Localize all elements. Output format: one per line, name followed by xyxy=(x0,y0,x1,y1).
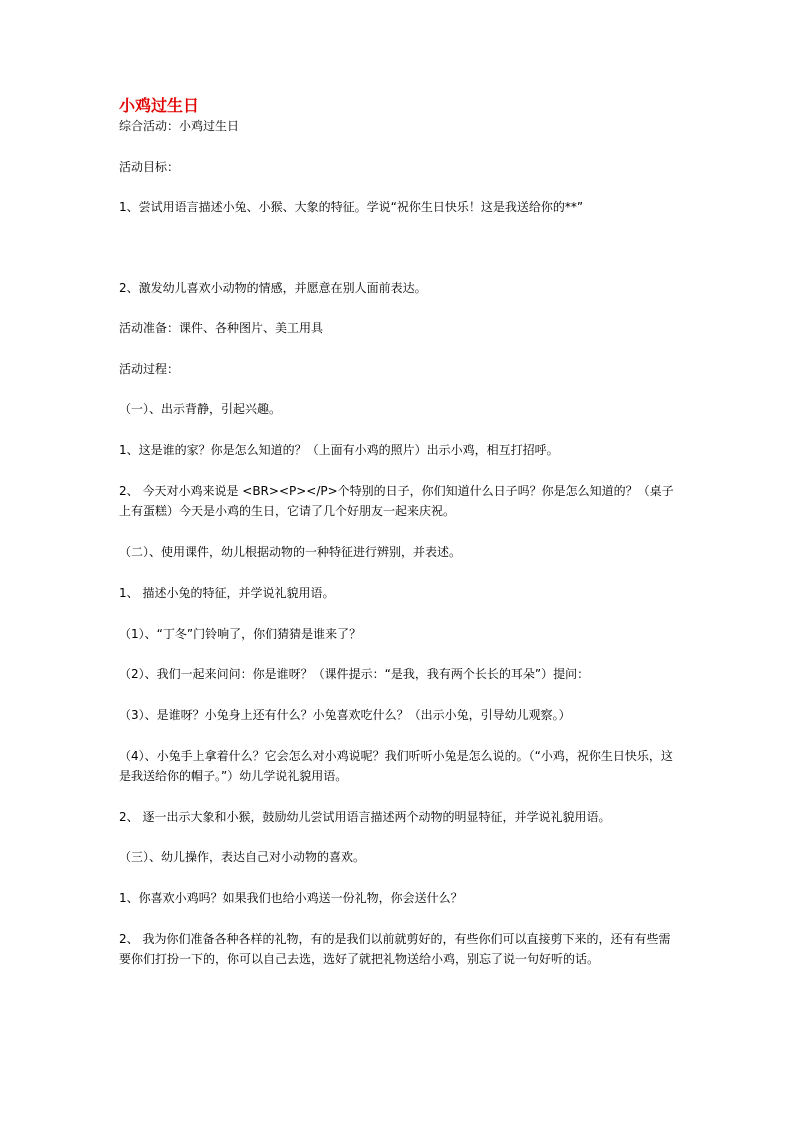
step-1-item-2: 2、 今天对小鸡来说是 <BR><P></P>个特别的日子，你们知道什么日子吗？你是怎么知道的？（桌子上有蛋糕）今天是小鸡的生日，它请了几个好朋友一起来庆祝。 xyxy=(119,484,674,518)
section-heading-goals: 活动目标： xyxy=(119,160,180,174)
step-2-sub-3: （3）、是谁呀？小兔身上还有什么？小兔喜欢吃什么？（出示小兔，引导幼儿观察。） xyxy=(119,708,571,722)
document-subtitle: 综合活动：小鸡过生日 xyxy=(119,119,240,133)
step-3-item-2: 2、 我为你们准备各种各样的礼物，有的是我们以前就剪好的，有些你们可以直接剪下来的，还有有些需要你们打扮一下的，你可以自己去选，选好了就把礼物送给小鸡，别忘了说一句好听的话。 xyxy=(119,932,671,966)
document-title: 小鸡过生日 xyxy=(119,96,200,115)
step-2-sub-1: （1）、“丁冬”门铃响了，你们猜猜是谁来了？ xyxy=(119,627,362,641)
goal-item-2: 2、激发幼儿喜欢小动物的情感，并愿意在别人面前表达。 xyxy=(119,281,427,295)
section-heading-process: 活动过程： xyxy=(119,362,180,376)
step-2-item-2: 2、 逐一出示大象和小猴，鼓励幼儿尝试用语言描述两个动物的明显特征，并学说礼貌用语。 xyxy=(119,810,611,824)
section-heading-preparation: 活动准备：课件、各种图片、美工用具 xyxy=(119,321,324,335)
step-2-sub-2: （2）、我们一起来问问：你是谁呀？（课件提示：“是我，我有两个长长的耳朵”）提问： xyxy=(119,667,590,681)
step-heading-1: （一）、出示背静，引起兴趣。 xyxy=(119,402,282,416)
step-1-item-1: 1、这是谁的家？你是怎么知道的？（上面有小鸡的照片）出示小鸡，相互打招呼。 xyxy=(119,443,559,457)
goal-item-1: 1、尝试用语言描述小兔、小猴、大象的特征。学说“祝你生日快乐！这是我送给你的**” xyxy=(119,200,584,214)
document-content xyxy=(119,96,675,969)
step-heading-2: （二）、使用课件，幼儿根据动物的一种特征进行辨别，并表述。 xyxy=(119,545,462,559)
step-2-sub-4: （4）、小兔手上拿着什么？它会怎么对小鸡说呢？我们听听小兔是怎么说的。（“小鸡，祝你生日快乐，这是我送给你的帽子。”）幼儿学说礼貌用语。 xyxy=(119,749,673,783)
step-3-item-1: 1、你喜欢小鸡吗？如果我们也给小鸡送一份礼物，你会送什么？ xyxy=(119,891,463,905)
step-2-item-1: 1、 描述小兔的特征，并学说礼貌用语。 xyxy=(119,586,335,600)
step-heading-3: （三）、幼儿操作，表达自己对小动物的喜欢。 xyxy=(119,850,366,864)
